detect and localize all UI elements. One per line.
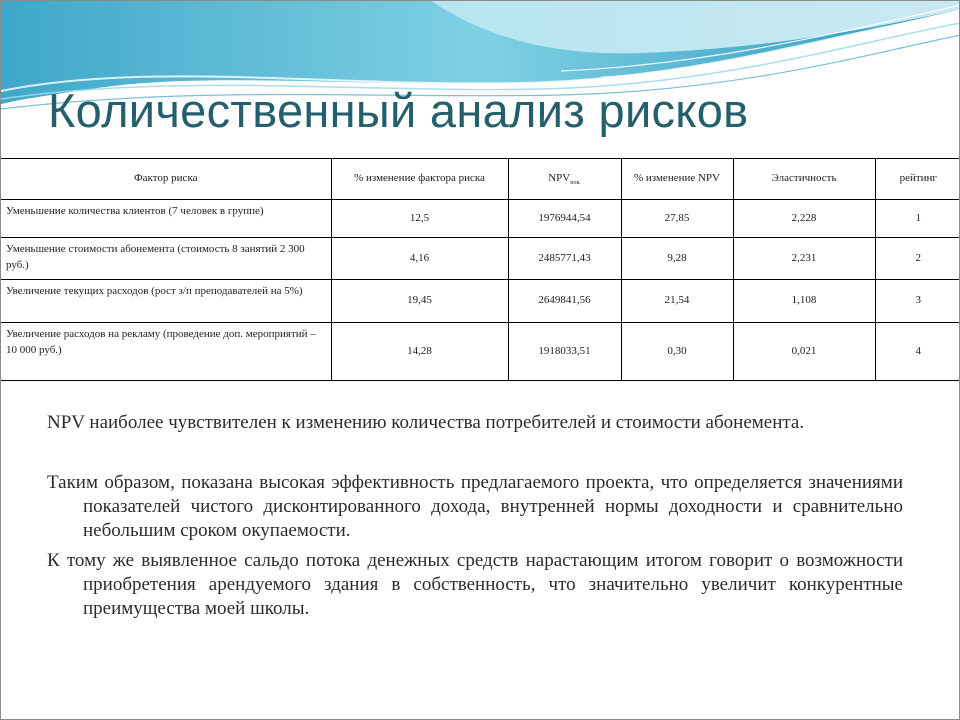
cell-factor: Уменьшение количества клиентов (7 человек в группе) bbox=[1, 200, 331, 238]
header-npv-label: NPV bbox=[548, 171, 571, 184]
cell-npv: 1976944,54 bbox=[508, 200, 621, 238]
cell-npv: 1918033,51 bbox=[508, 323, 621, 381]
cell-factor bbox=[1, 323, 331, 381]
cell-factor-line2: 10 000 руб.) bbox=[6, 343, 62, 356]
cell-change: 14,28 bbox=[331, 323, 508, 381]
table-header-row bbox=[1, 159, 960, 200]
cell-factor: Увеличение текущих расходов (рост з/п преподавателей на 5%) bbox=[1, 280, 331, 323]
cell-change: 4,16 bbox=[331, 238, 508, 280]
paragraph-npv-sensitivity: NPV наиболее чувствителен к изменению количества потребителей и стоимости абонемента. bbox=[47, 412, 805, 433]
page-title: Количественный анализ рисков bbox=[48, 84, 749, 137]
cell-npv-change: 0,30 bbox=[621, 323, 733, 381]
cell-elasticity: 1,108 bbox=[733, 280, 875, 323]
table-row bbox=[1, 323, 960, 381]
cell-rating: 1 bbox=[875, 200, 960, 238]
cell-factor-line1: Увеличение расходов на рекламу (проведение доп. мероприятий – bbox=[6, 328, 316, 340]
table-row bbox=[1, 280, 960, 323]
cell-npv: 2649841,56 bbox=[508, 280, 621, 323]
header-elasticity: Эластичность bbox=[733, 159, 875, 200]
cell-rating: 4 bbox=[875, 323, 960, 381]
cell-change: 12,5 bbox=[331, 200, 508, 238]
cell-npv-change: 9,28 bbox=[621, 238, 733, 280]
header-npv-change: % изменение NPV bbox=[621, 159, 733, 200]
cell-npv-change: 21,54 bbox=[621, 280, 733, 323]
cell-change: 19,45 bbox=[331, 280, 508, 323]
header-npv bbox=[508, 159, 621, 200]
conclusion-text bbox=[47, 411, 903, 621]
cell-elasticity: 0,021 bbox=[733, 323, 875, 381]
cell-elasticity: 2,228 bbox=[733, 200, 875, 238]
cell-elasticity: 2,231 bbox=[733, 238, 875, 280]
header-npv-subscript: нов. bbox=[570, 179, 581, 186]
cell-npv-change: 27,85 bbox=[621, 200, 733, 238]
cell-rating: 3 bbox=[875, 280, 960, 323]
paragraph-cash-flow: К тому же выявленное сальдо потока денежных средств нарастающим итогом говорит о возможности приобретения арендуемого здания в собственность, что значительно увеличит конкурентные преимущества моей школы. bbox=[47, 550, 903, 619]
header-change: % изменение фактора риска bbox=[331, 159, 508, 200]
cell-npv: 2485771,43 bbox=[508, 238, 621, 280]
header-rating: рейтинг bbox=[875, 159, 960, 200]
table-row bbox=[1, 200, 960, 238]
cell-factor: Уменьшение стоимости абонемента (стоимость 8 занятий 2 300 руб.) bbox=[1, 238, 331, 280]
header-factor: Фактор риска bbox=[1, 159, 331, 200]
risk-analysis-table bbox=[1, 158, 960, 381]
paragraph-efficiency: Таким образом, показана высокая эффективность предлагаемого проекта, что определяется значениями показателей чистого дисконтированного дохода, внутренней нормы доходности и сравнительно небольшим сроком окупаемости. bbox=[47, 472, 903, 541]
table-row bbox=[1, 238, 960, 280]
cell-rating: 2 bbox=[875, 238, 960, 280]
